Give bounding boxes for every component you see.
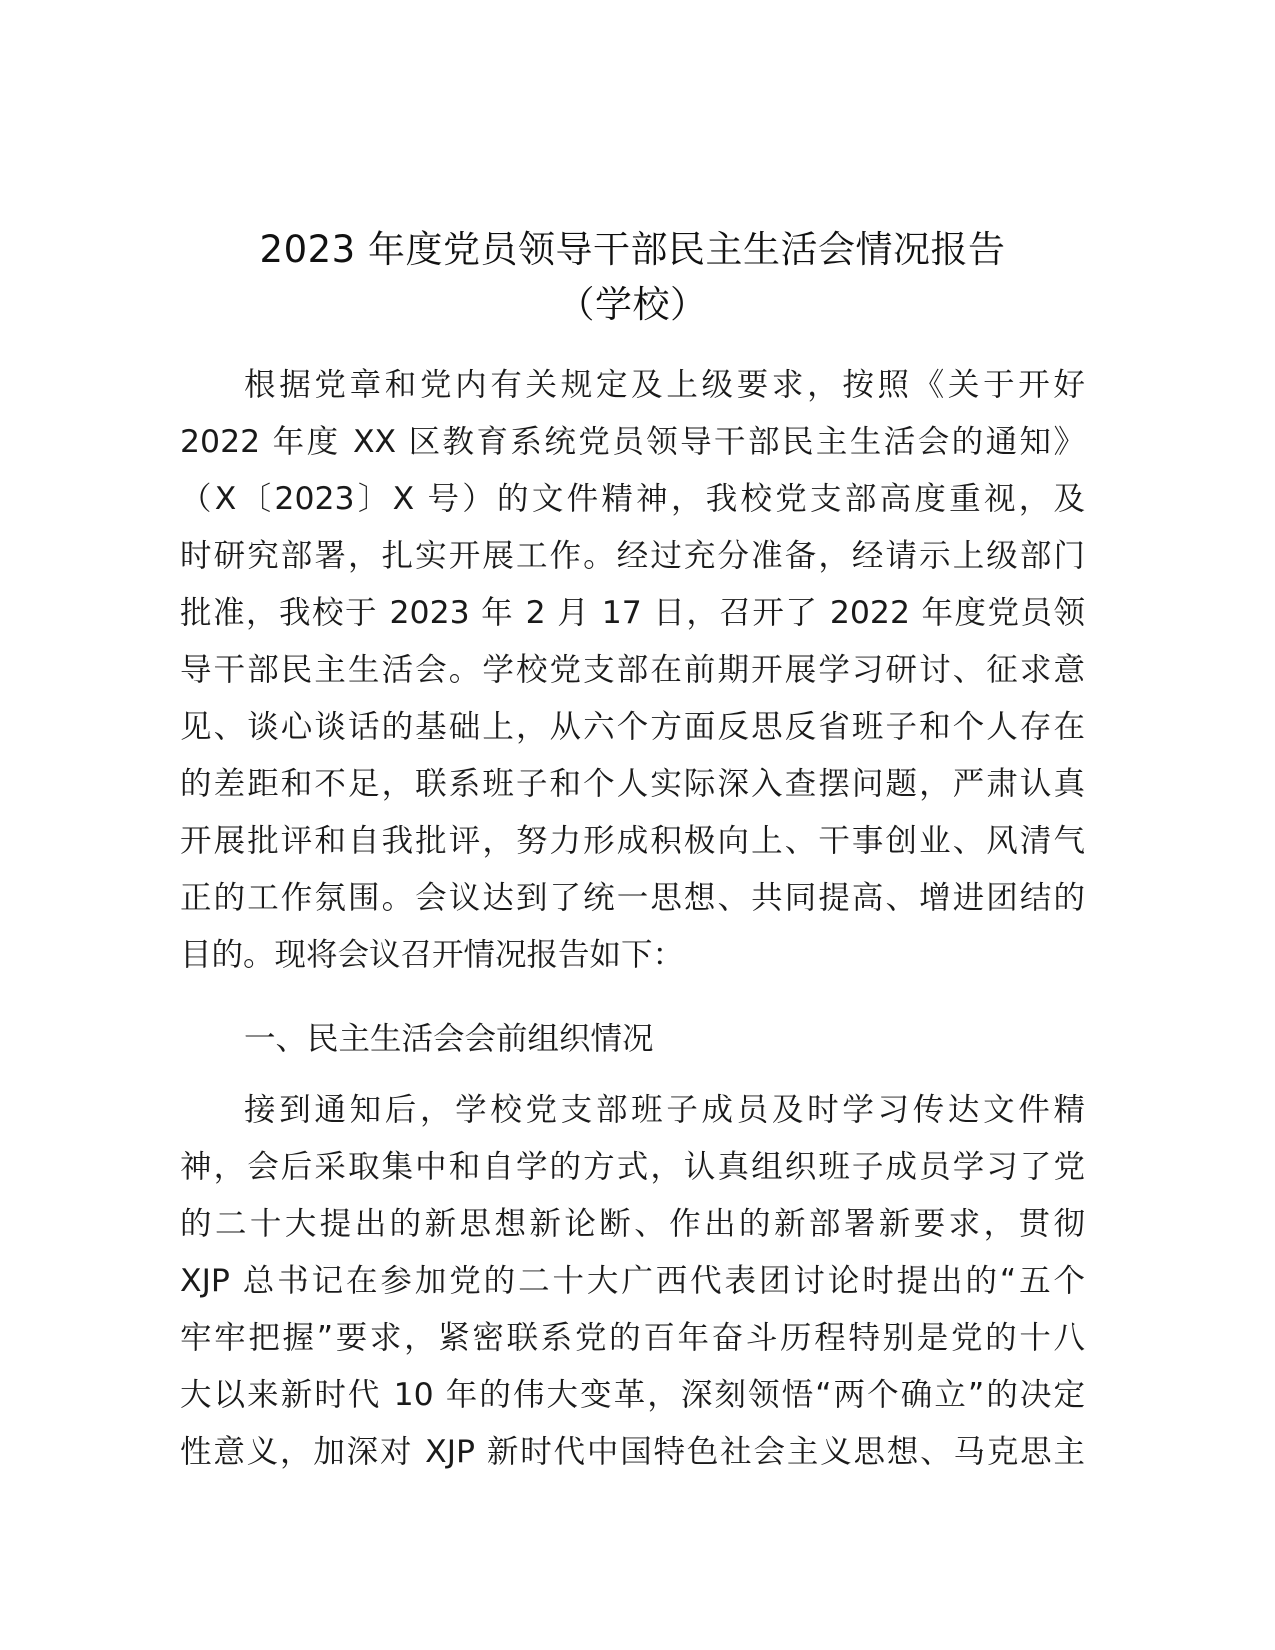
paragraph-intro	[180, 357, 1085, 984]
paragraph-line: 牢牢把握”要求，紧密联系党的百年奋斗历程特别是党的十八	[180, 1320, 1085, 1356]
paragraph-line: 时研究部署，扎实开展工作。经过充分准备，经请示上级部门	[180, 538, 1085, 574]
paragraph-line: 目的。现将会议召开情况报告如下：	[180, 937, 685, 973]
paragraph-line: 批准，我校于 2023 年 2 月 17 日，召开了 2022 年度党员领	[180, 595, 1085, 631]
paragraph-line: 的二十大提出的新思想新论断、作出的新部署新要求，贯彻	[180, 1206, 1085, 1242]
paragraph-line: 神，会后采取集中和自学的方式，认真组织班子成员学习了党	[180, 1149, 1085, 1185]
paragraph-line: XJP 总书记在参加党的二十大广西代表团讨论时提出的“五个	[180, 1263, 1085, 1299]
section-heading: 一、民主生活会会前组织情况	[244, 1021, 654, 1057]
paragraph-line: 大以来新时代 10 年的伟大变革，深刻领悟“两个确立”的决定	[180, 1377, 1085, 1413]
paragraph-line: 导干部民主生活会。学校党支部在前期开展学习研讨、征求意	[180, 652, 1085, 688]
paragraph-line: 正的工作氛围。会议达到了统一思想、共同提高、增进团结的	[180, 880, 1085, 916]
paragraph-line: 开展批评和自我批评，努力形成积极向上、干事创业、风清气	[180, 823, 1085, 859]
paragraph-line: （X〔2023〕X 号）的文件精神，我校党支部高度重视，及	[180, 481, 1085, 517]
paragraph-section-1	[180, 1082, 1085, 1481]
paragraph-line: 见、谈心谈话的基础上，从六个方面反思反省班子和个人存在	[180, 709, 1085, 745]
paragraph-line: 根据党章和党内有关规定及上级要求，按照《关于开好	[244, 367, 1085, 403]
paragraph-line: 的差距和不足，联系班子和个人实际深入查摆问题，严肃认真	[180, 766, 1085, 802]
paragraph-line: 2022 年度 XX 区教育系统党员领导干部民主生活会的通知》	[180, 424, 1085, 460]
document-title	[180, 222, 1085, 332]
title-line-main: 2023 年度党员领导干部民主生活会情况报告	[259, 228, 1006, 271]
paragraph-line: 性意义，加深对 XJP 新时代中国特色社会主义思想、马克思主	[180, 1434, 1085, 1470]
paragraph-line: 接到通知后，学校党支部班子成员及时学习传达文件精	[244, 1092, 1085, 1128]
title-line-subtitle: （学校）	[557, 283, 708, 326]
